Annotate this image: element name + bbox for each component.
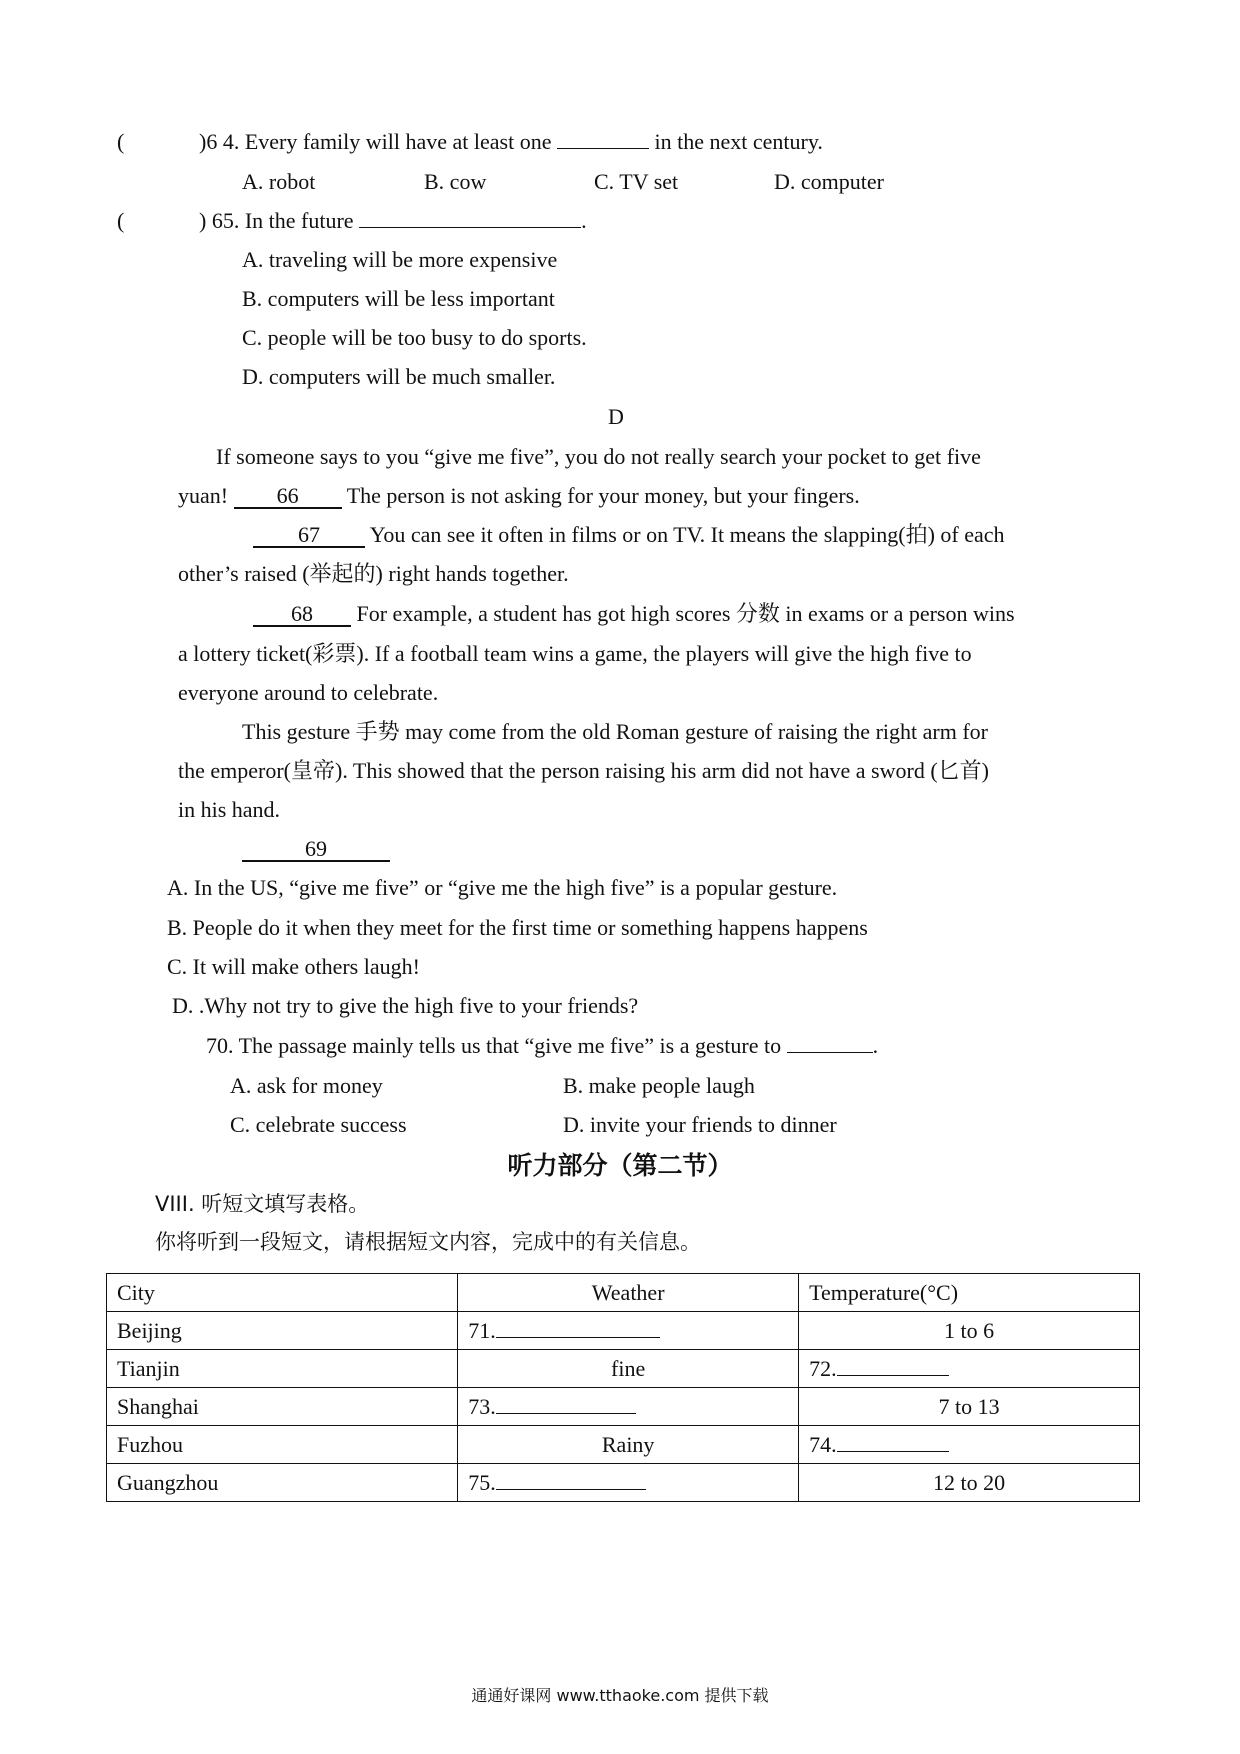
q64-stem: )6 4. Every family will have at least one: [199, 129, 552, 154]
passage-p1-line1: If someone says to you “give me five”, you do not really search your pocket to get five: [216, 444, 981, 469]
blank-number: 71.: [468, 1317, 496, 1343]
listening-instruction: 你将听到一段短文，请根据短文内容，完成中的有关信息。: [155, 1230, 701, 1254]
q64-tail: in the next century.: [654, 129, 823, 154]
cell-temp-blank[interactable]: [799, 1426, 1140, 1464]
passage-p1-line2: [178, 482, 860, 510]
q70-stem: 70. The passage mainly tells us that “give me five” is a gesture to: [206, 1033, 782, 1058]
footer-credit: 通通好课网 www.tthaoke.com 提供下载: [471, 1686, 769, 1705]
blank-68[interactable]: 68: [253, 603, 351, 627]
q70-stem-row: [206, 1032, 878, 1060]
blank-number: 74.: [809, 1431, 837, 1457]
blank-67[interactable]: 67: [253, 524, 365, 548]
blank-number: 75.: [468, 1469, 496, 1495]
q70-tail: .: [872, 1033, 879, 1058]
answer-blank[interactable]: [496, 1395, 636, 1414]
cell-city: Guangzhou: [107, 1464, 458, 1502]
q70-option-c[interactable]: C. celebrate success: [230, 1112, 407, 1137]
cell-temp-blank[interactable]: [799, 1350, 1140, 1388]
q64-stem-row: [199, 128, 823, 156]
cell-weather-blank[interactable]: [458, 1312, 799, 1350]
header-temperature: Temperature(°C): [799, 1274, 1140, 1312]
q65-option-c[interactable]: C. people will be too busy to do sports.: [242, 325, 587, 350]
weather-table: [106, 1273, 1140, 1502]
blank-number: 73.: [468, 1393, 496, 1419]
q64-blank[interactable]: [557, 128, 649, 149]
q64-option-b[interactable]: B. cow: [424, 169, 487, 194]
blank-66[interactable]: 66: [234, 485, 342, 509]
passage-option-b[interactable]: B. People do it when they meet for the first time or something happens happens: [167, 915, 868, 940]
passage-p3-line2: a lottery ticket(彩票). If a football team wins a game, the players will give the high five to: [178, 641, 972, 666]
q65-tail: .: [581, 208, 587, 233]
passage-p3-line1: [253, 600, 1015, 628]
q65-option-d[interactable]: D. computers will be much smaller.: [242, 364, 556, 389]
q70-blank[interactable]: [787, 1032, 873, 1053]
passage-label: D: [608, 404, 624, 429]
passage-option-c[interactable]: C. It will make others laugh!: [167, 954, 420, 979]
q64-option-a[interactable]: A. robot: [242, 169, 316, 194]
answer-blank[interactable]: [837, 1433, 949, 1452]
passage-option-d[interactable]: D. .Why not try to give the high five to your friends?: [172, 993, 639, 1018]
passage-text: yuan!: [178, 483, 229, 508]
q64-option-c[interactable]: C. TV set: [594, 169, 679, 194]
answer-blank[interactable]: [837, 1357, 949, 1376]
table-row: [107, 1350, 1140, 1388]
header-city: City: [107, 1274, 458, 1312]
answer-blank[interactable]: [496, 1319, 660, 1338]
passage-text: For example, a student has got high scores 分数 in exams or a person wins: [356, 601, 1015, 626]
q65-option-b[interactable]: B. computers will be less important: [242, 286, 555, 311]
cell-weather: Rainy: [458, 1426, 799, 1464]
passage-text: You can see it often in films or on TV. It means the slapping(拍) of each: [369, 522, 1005, 547]
answer-blank[interactable]: [496, 1471, 646, 1490]
blank-number: 72.: [809, 1355, 837, 1381]
table-row: [107, 1312, 1140, 1350]
passage-option-a[interactable]: A. In the US, “give me five” or “give me the high five” is a popular gesture.: [167, 875, 838, 900]
passage-text: The person is not asking for your money, but your fingers.: [346, 483, 860, 508]
q70-option-b[interactable]: B. make people laugh: [563, 1073, 755, 1098]
passage-p4-line1: This gesture 手势 may come from the old Roman gesture of raising the right arm for: [242, 719, 988, 744]
table-row: [107, 1464, 1140, 1502]
table-header-row: [107, 1274, 1140, 1312]
passage-p4-line3: in his hand.: [178, 797, 281, 822]
q65-stem: ) 65. In the future: [199, 208, 354, 233]
listening-title: 听力部分（第二节）: [507, 1151, 733, 1180]
cell-temp: 12 to 20: [799, 1464, 1140, 1502]
passage-blank-69-row: [242, 835, 390, 863]
passage-p3-line3: everyone around to celebrate.: [178, 680, 439, 705]
q65-stem-row: [199, 207, 587, 235]
cell-temp: 1 to 6: [799, 1312, 1140, 1350]
passage-p2-line2: other’s raised (举起的) right hands together.: [178, 561, 569, 586]
q70-option-a[interactable]: A. ask for money: [230, 1073, 383, 1098]
table-row: [107, 1426, 1140, 1464]
cell-city: Beijing: [107, 1312, 458, 1350]
q70-option-d[interactable]: D. invite your friends to dinner: [563, 1112, 837, 1137]
q64-paren: (: [117, 129, 125, 154]
table-row: [107, 1388, 1140, 1426]
q65-paren: (: [117, 208, 125, 233]
header-weather: Weather: [458, 1274, 799, 1312]
blank-69[interactable]: 69: [242, 838, 390, 862]
passage-p4-line2: the emperor(皇帝). This showed that the person raising his arm did not have a sword (匕首): [178, 758, 989, 783]
cell-city: Tianjin: [107, 1350, 458, 1388]
cell-city: Shanghai: [107, 1388, 458, 1426]
q64-option-d[interactable]: D. computer: [774, 169, 884, 194]
cell-city: Fuzhou: [107, 1426, 458, 1464]
q65-blank[interactable]: [359, 207, 581, 228]
q65-option-a[interactable]: A. traveling will be more expensive: [242, 247, 558, 272]
listening-section: VIII. 听短文填写表格。: [155, 1192, 370, 1216]
cell-temp: 7 to 13: [799, 1388, 1140, 1426]
cell-weather: fine: [458, 1350, 799, 1388]
cell-weather-blank[interactable]: [458, 1464, 799, 1502]
cell-weather-blank[interactable]: [458, 1388, 799, 1426]
passage-p2-line1: [253, 521, 1005, 549]
